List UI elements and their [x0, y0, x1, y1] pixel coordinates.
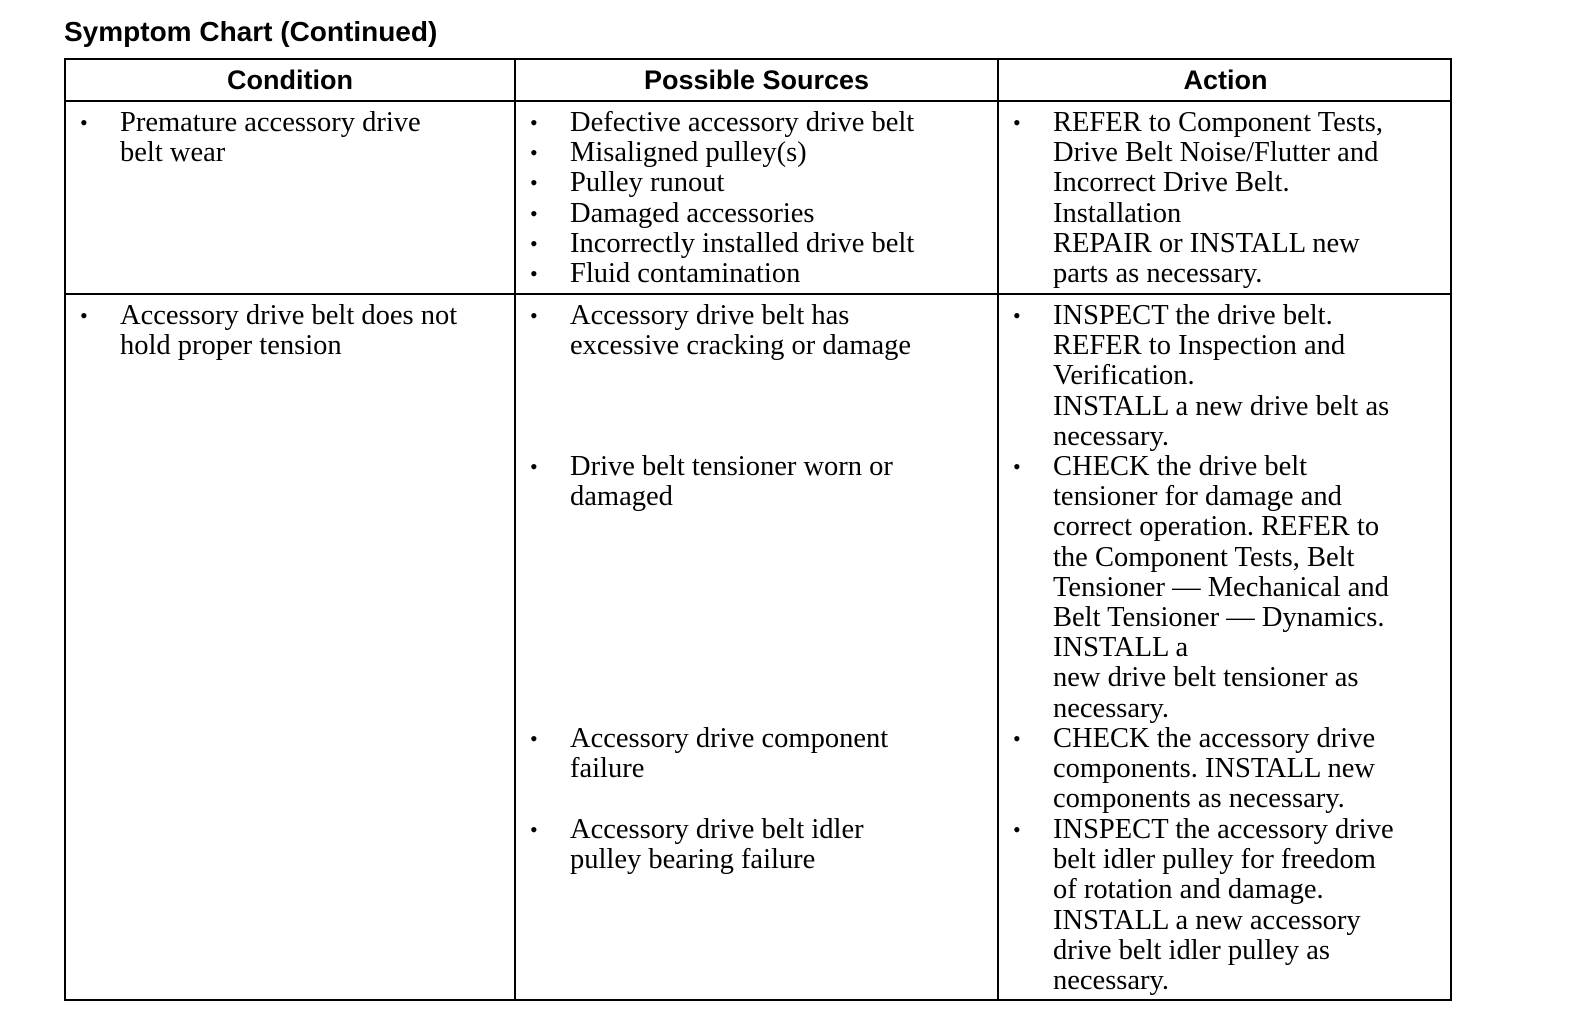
source-line: Misaligned pulley(s) — [570, 137, 807, 169]
source-item — [530, 723, 889, 785]
bullet-icon: • — [1013, 303, 1021, 328]
bullet-icon: • — [530, 110, 538, 135]
action-line: Verification. — [1053, 360, 1195, 392]
action-line: CHECK the accessory drive — [1053, 723, 1376, 754]
source-item — [530, 814, 864, 876]
action-line: the Component Tests, Belt — [1053, 541, 1355, 573]
source-line: Pulley runout — [570, 167, 725, 199]
action-item — [1013, 814, 1394, 996]
bullet-icon: • — [1013, 110, 1021, 135]
source-item — [530, 227, 915, 259]
source-item — [530, 167, 725, 199]
source-line: Fluid contamination — [570, 258, 801, 289]
action-line: of rotation and damage. — [1053, 874, 1324, 906]
bullet-icon: • — [1013, 817, 1021, 842]
condition-line: belt wear — [120, 137, 226, 169]
action-line: CHECK the drive belt — [1053, 451, 1308, 482]
condition-line: hold proper tension — [120, 330, 342, 362]
bullet-icon: • — [530, 170, 538, 196]
condition-line: Premature accessory drive — [120, 107, 421, 138]
source-line: Accessory drive belt idler — [570, 814, 864, 845]
column-divider — [514, 60, 516, 999]
column-divider — [997, 60, 999, 999]
action-line: REFER to Component Tests, — [1053, 107, 1384, 138]
source-line: excessive cracking or damage — [570, 330, 912, 362]
action-line: INSPECT the accessory drive — [1053, 814, 1394, 845]
bullet-icon: • — [530, 200, 538, 226]
source-item — [530, 107, 915, 138]
action-line: Installation — [1053, 197, 1182, 229]
column-header-condition: Condition — [227, 65, 353, 95]
action-line: Drive Belt Noise/Flutter and — [1053, 137, 1379, 169]
bullet-icon: • — [530, 817, 538, 842]
condition-item — [80, 107, 421, 169]
source-line: pulley bearing failure — [570, 844, 816, 876]
bullet-icon: • — [530, 230, 538, 256]
action-line: REPAIR or INSTALL new — [1053, 227, 1360, 259]
bullet-icon: • — [530, 140, 538, 166]
source-line: Damaged accessories — [570, 197, 815, 229]
action-item — [1013, 107, 1384, 289]
action-line: Tensioner — Mechanical and — [1053, 571, 1389, 603]
action-line: parts as necessary. — [1053, 257, 1263, 289]
column-header-possible-sources: Possible Sources — [643, 65, 870, 95]
action-line: REFER to Inspection and — [1053, 330, 1346, 362]
source-item — [530, 451, 893, 513]
bullet-icon: • — [530, 726, 538, 751]
bullet-icon: • — [1013, 454, 1021, 479]
action-line: INSPECT the drive belt. — [1053, 300, 1333, 331]
action-line: INSTALL a new drive belt as — [1053, 390, 1390, 422]
action-line: INSTALL a — [1053, 632, 1189, 664]
bullet-icon: • — [80, 303, 88, 328]
bullet-icon: • — [530, 454, 538, 479]
action-item — [1013, 723, 1376, 815]
source-item — [530, 197, 815, 229]
bullet-icon: • — [1013, 726, 1021, 751]
bullet-icon: • — [530, 303, 538, 328]
header-divider — [66, 100, 1450, 102]
condition-item — [80, 300, 458, 362]
action-line: necessary. — [1053, 964, 1170, 996]
action-line: INSTALL a new accessory — [1053, 904, 1361, 936]
source-line: Drive belt tensioner worn or — [570, 451, 893, 482]
action-line: components. INSTALL new — [1053, 753, 1375, 785]
column-header-action: Action — [1183, 65, 1268, 95]
action-line: Belt Tensioner — Dynamics. — [1053, 601, 1385, 633]
source-line: damaged — [570, 481, 673, 513]
source-item — [530, 137, 807, 169]
source-line: Defective accessory drive belt — [570, 107, 915, 138]
action-line: components as necessary. — [1053, 783, 1345, 815]
action-line: correct operation. REFER to — [1053, 511, 1380, 543]
action-item — [1013, 300, 1390, 452]
source-item — [530, 300, 912, 362]
symptom-chart-table — [64, 58, 1452, 1001]
row-divider — [66, 293, 1450, 295]
action-line: new drive belt tensioner as — [1053, 662, 1359, 694]
page-title: Symptom Chart (Continued) — [64, 16, 438, 47]
source-line: Incorrectly installed drive belt — [570, 227, 915, 259]
condition-line: Accessory drive belt does not — [120, 300, 458, 331]
source-line: Accessory drive component — [570, 723, 889, 754]
bullet-icon: • — [80, 110, 88, 135]
source-line: failure — [570, 753, 645, 785]
bullet-icon: • — [530, 261, 538, 286]
action-line: Incorrect Drive Belt. — [1053, 167, 1290, 199]
action-line: necessary. — [1053, 692, 1170, 724]
source-item — [530, 258, 801, 289]
source-line: Accessory drive belt has — [570, 300, 850, 331]
action-item — [1013, 451, 1389, 724]
action-line: belt idler pulley for freedom — [1053, 844, 1376, 876]
action-line: tensioner for damage and — [1053, 481, 1342, 513]
action-line: drive belt idler pulley as — [1053, 934, 1330, 966]
action-line: necessary. — [1053, 420, 1170, 452]
